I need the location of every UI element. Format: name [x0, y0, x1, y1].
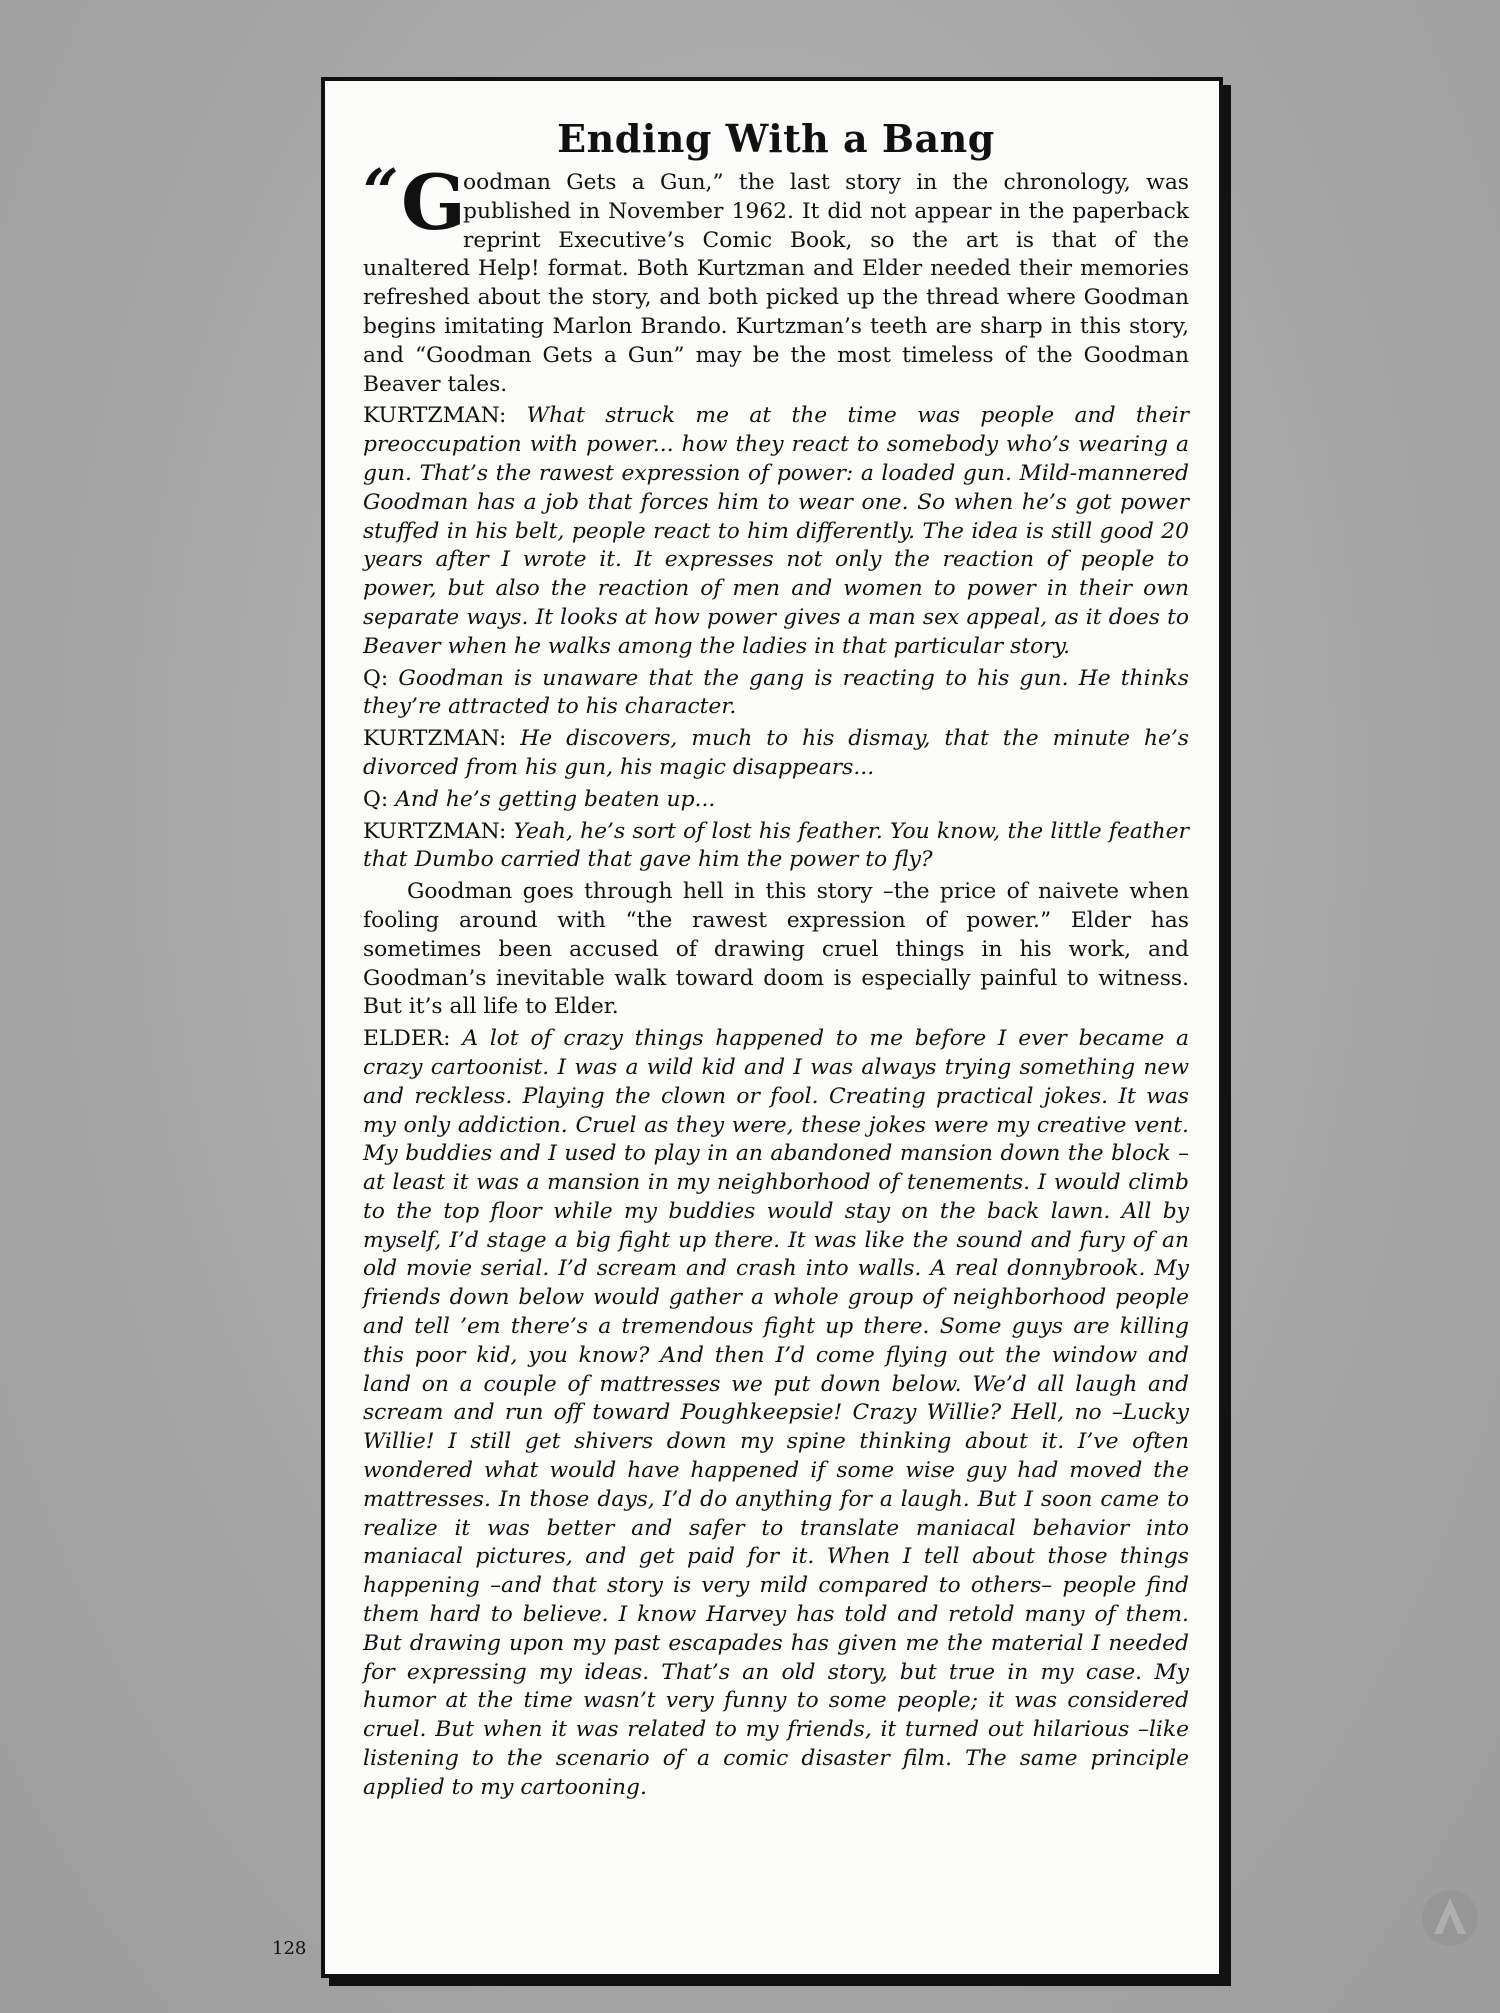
drop-cap-letter: G — [401, 158, 466, 247]
drop-cap — [363, 155, 466, 247]
speaker-label: KURTZMAN: — [363, 818, 507, 844]
speaker-quote: He discovers, much to his dismay, that the minute he’s divorced from his gun, his magic disappears... — [363, 726, 1189, 780]
interview-paragraph — [363, 1025, 1189, 1803]
interview-paragraph — [363, 402, 1189, 661]
speaker-quote: And he’s getting beaten up... — [395, 786, 716, 812]
narrative-paragraph: Goodman goes through hell in this story –the price of naivete when fooling around with “the rawest expression of power.” Elder has sometimes been accused of drawing cruel things in his work, and Goodman’s inevitable walk toward doom is especially painful to witness. But it’s all life to Elder. — [363, 879, 1189, 1020]
speaker-quote: A lot of crazy things happened to me before I ever became a crazy cartoonist. I was a wild kid and I was always trying something new and reckless. Playing the clown or fool. Creating practical jokes. It was my only addiction. Cruel as they were, these jokes were my creative vent. My buddies and I used to play in an abandoned mansion down the block –at least it was a mansion in my neighborhood of tenements. I would climb to the top floor while my buddies would stay on the back lawn. All by myself, I’d stage a big fight up there. It was like the sound and fury of an old movie serial. I’d scream and crash into walls. A real donnybrook. My friends down below would gather a whole group of neighborhood people and tell ’em there’s a tremendous fight up there. Some guys are killing this poor kid, you know? And then I’d come flying out the window and land on a couple of mattresses we put down below. We’d all laugh and scream and run off toward Poughkeepsie! Crazy Willie? Hell, no –Lucky Willie! I still get shivers down my spine thinking about it. I’ve often wondered what would have happened if some wise guy had moved the mattresses. In those days, I’d do anything for a laugh. But I soon came to realize it was better and safer to translate maniacal behavior into maniacal pictures, and get paid for it. When I tell about those things happening –and that story is very mild compared to others– people find them hard to believe. I know Harvey has told and retold many of them. But drawing upon my past escapades has given me the material I needed for expressing my ideas. That’s an old story, but true in my case. My humor at the time wasn’t very funny to some people; it was considered cruel. But when it was related to my friends, it turned out hilarious –like listening to the scenario of a comic disaster film. The same principle applied to my cartooning. — [363, 1026, 1189, 1800]
interview-paragraph — [363, 786, 1189, 815]
interview-paragraph — [363, 725, 1189, 783]
speaker-label: KURTZMAN: — [363, 403, 507, 429]
speaker-label: Q: — [363, 786, 389, 812]
speaker-quote: What struck me at the time was people and their preoccupation with power... how they react to somebody who’s wearing a gun. That’s the rawest expression of power: a loaded gun. Mild-mannered Goodman has a job that forces him to wear one. So when he’s got power stuffed in his belt, people react to him differently. The idea is still good 20 years after I wrote it. It expresses not only the reaction of people to power, but also the reaction of men and women to power in their own separate ways. It looks at how power gives a man sex appeal, as it does to Beaver when he walks among the ladies in that particular story. — [363, 403, 1189, 659]
article-title: Ending With a Bang — [557, 116, 995, 161]
article-body — [363, 155, 1190, 1803]
lead-text: oodman Gets a Gun,” the last story in the chronology, was published in November 1962. It did not appear in the paperback reprint Executive’s Comic Book, so the art is that of the unaltered Help! format. Both Kurtzman and Elder needed their memories refreshed about the story, and both picked up the thread where Goodman begins imitating Marlon Brando. Kurtzman’s teeth are sharp in this story, and “Goodman Gets a Gun” may be the most timeless of the Goodman Beaver tales. — [363, 170, 1189, 397]
page-number: 128 — [272, 1938, 307, 1959]
interview-paragraph — [363, 665, 1189, 723]
speaker-label: KURTZMAN: — [363, 726, 507, 752]
lead-paragraph — [363, 155, 1189, 399]
speaker-quote: Goodman is unaware that the gang is reacting to his gun. He thinks they’re attracted to his character. — [363, 665, 1189, 720]
drop-cap-quote: “ — [363, 155, 399, 228]
interview-paragraph — [363, 818, 1189, 876]
article-content — [363, 113, 1189, 1806]
speaker-label: Q: — [363, 665, 389, 691]
speaker-quote: Yeah, he’s sort of lost his feather. You know, the little feather that Dumbo carried that gave him the power to fly? — [363, 818, 1190, 873]
publisher-logo-icon — [1420, 1888, 1480, 1948]
article-box — [321, 77, 1223, 1978]
speaker-label: ELDER: — [363, 1026, 451, 1052]
